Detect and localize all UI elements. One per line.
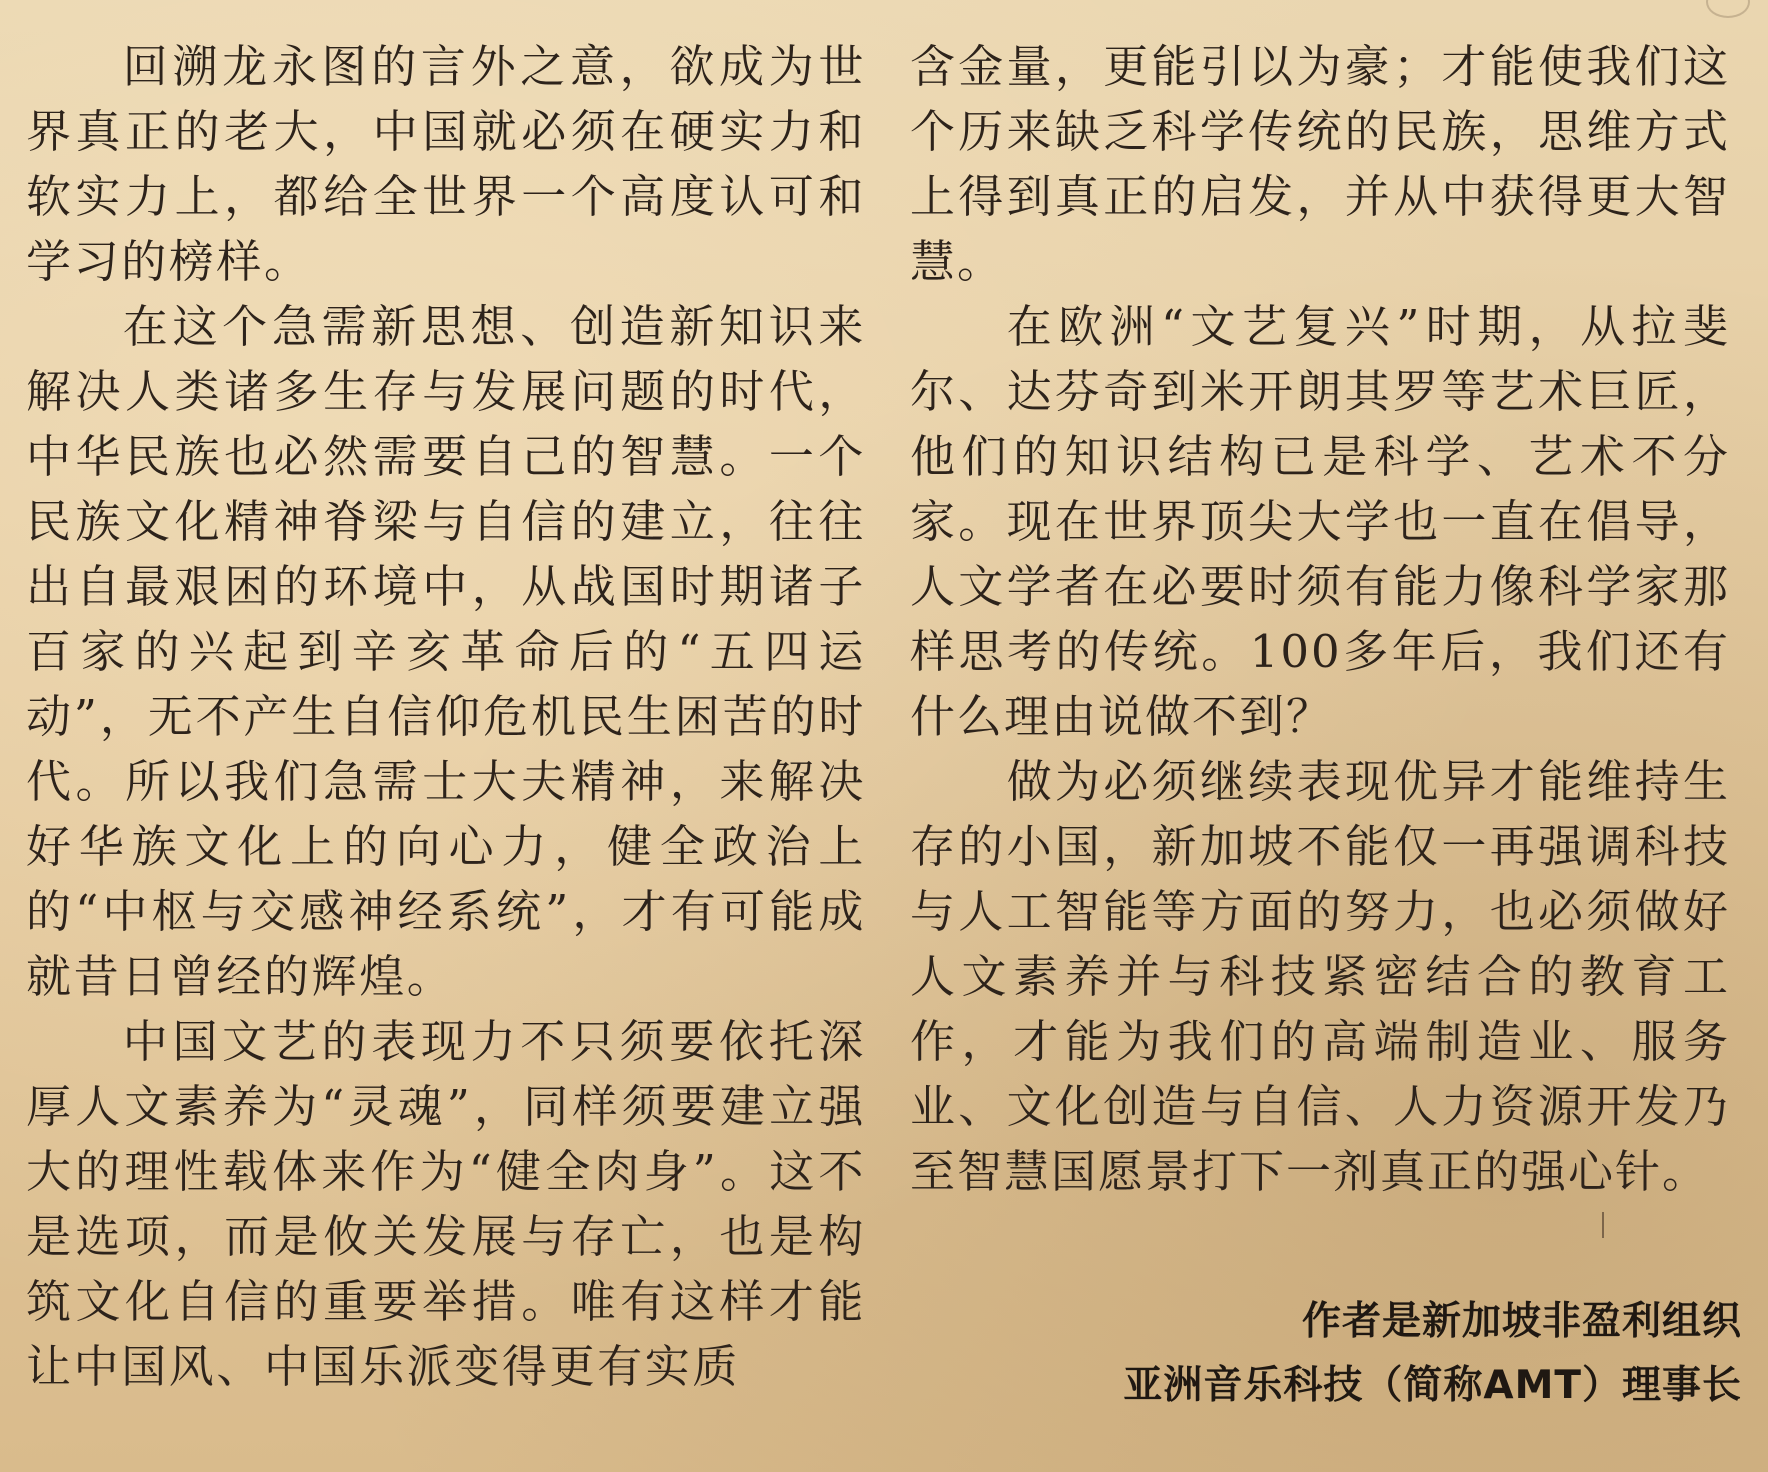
print-mark <box>1602 1212 1604 1238</box>
author-byline <box>1123 1290 1742 1418</box>
paragraph-right-2: 在欧洲“文艺复兴”时期，从拉斐尔、达芬奇到米开朗其罗等艺术巨匠，他们的知识结构已是科学、艺术不分家。现在世界顶尖大学也一直在倡导，人文学者在必要时须有能力像科学家那样思考的传统。100多年后，我们还有什么理由说做不到？ <box>910 300 1730 743</box>
byline-line-2: 亚洲音乐科技（简称AMT）理事长 <box>1123 1363 1742 1408</box>
paragraph-left-1: 回溯龙永图的言外之意，欲成为世界真正的老大，中国就必须在硬实力和软实力上，都给全世界一个高度认可和学习的榜样。 <box>26 40 866 288</box>
corner-stain <box>1706 0 1750 18</box>
paragraph-right-1: 含金量，更能引以为豪；才能使我们这个历来缺乏科学传统的民族，思维方式上得到真正的启发，并从中获得更大智慧。 <box>910 40 1730 288</box>
paragraph-left-2: 在这个急需新思想、创造新知识来解决人类诸多生存与发展问题的时代，中华民族也必然需要自己的智慧。一个民族文化精神脊梁与自信的建立，往往出自最艰困的环境中，从战国时期诸子百家的兴起到辛亥革命后的“五四运动”，无不产生自信仰危机民生困苦的时代。所以我们急需士大夫精神，来解决好华族文化上的向心力，健全政治上的“中枢与交感神经系统”，才有可能成就昔日曾经的辉煌。 <box>26 300 866 1003</box>
paragraph-left-3: 中国文艺的表现力不只须要依托深厚人文素养为“灵魂”，同样须要建立强大的理性载体来作为“健全肉身”。这不是选项，而是攸关发展与存亡，也是构筑文化自信的重要举措。唯有这样才能让中国风、中国乐派变得更有实质 <box>26 1015 866 1393</box>
paragraph-right-3: 做为必须继续表现优异才能维持生存的小国，新加坡不能仅一再强调科技与人工智能等方面的努力，也必须做好人文素养并与科技紧密结合的教育工作，才能为我们的高端制造业、服务业、文化创造与自信、人力资源开发乃至智慧国愿景打下一剂真正的强心针。 <box>910 755 1730 1198</box>
byline-line-1: 作者是新加坡非盈利组织 <box>1301 1299 1742 1344</box>
left-column <box>26 34 866 1399</box>
right-column <box>910 34 1730 1204</box>
